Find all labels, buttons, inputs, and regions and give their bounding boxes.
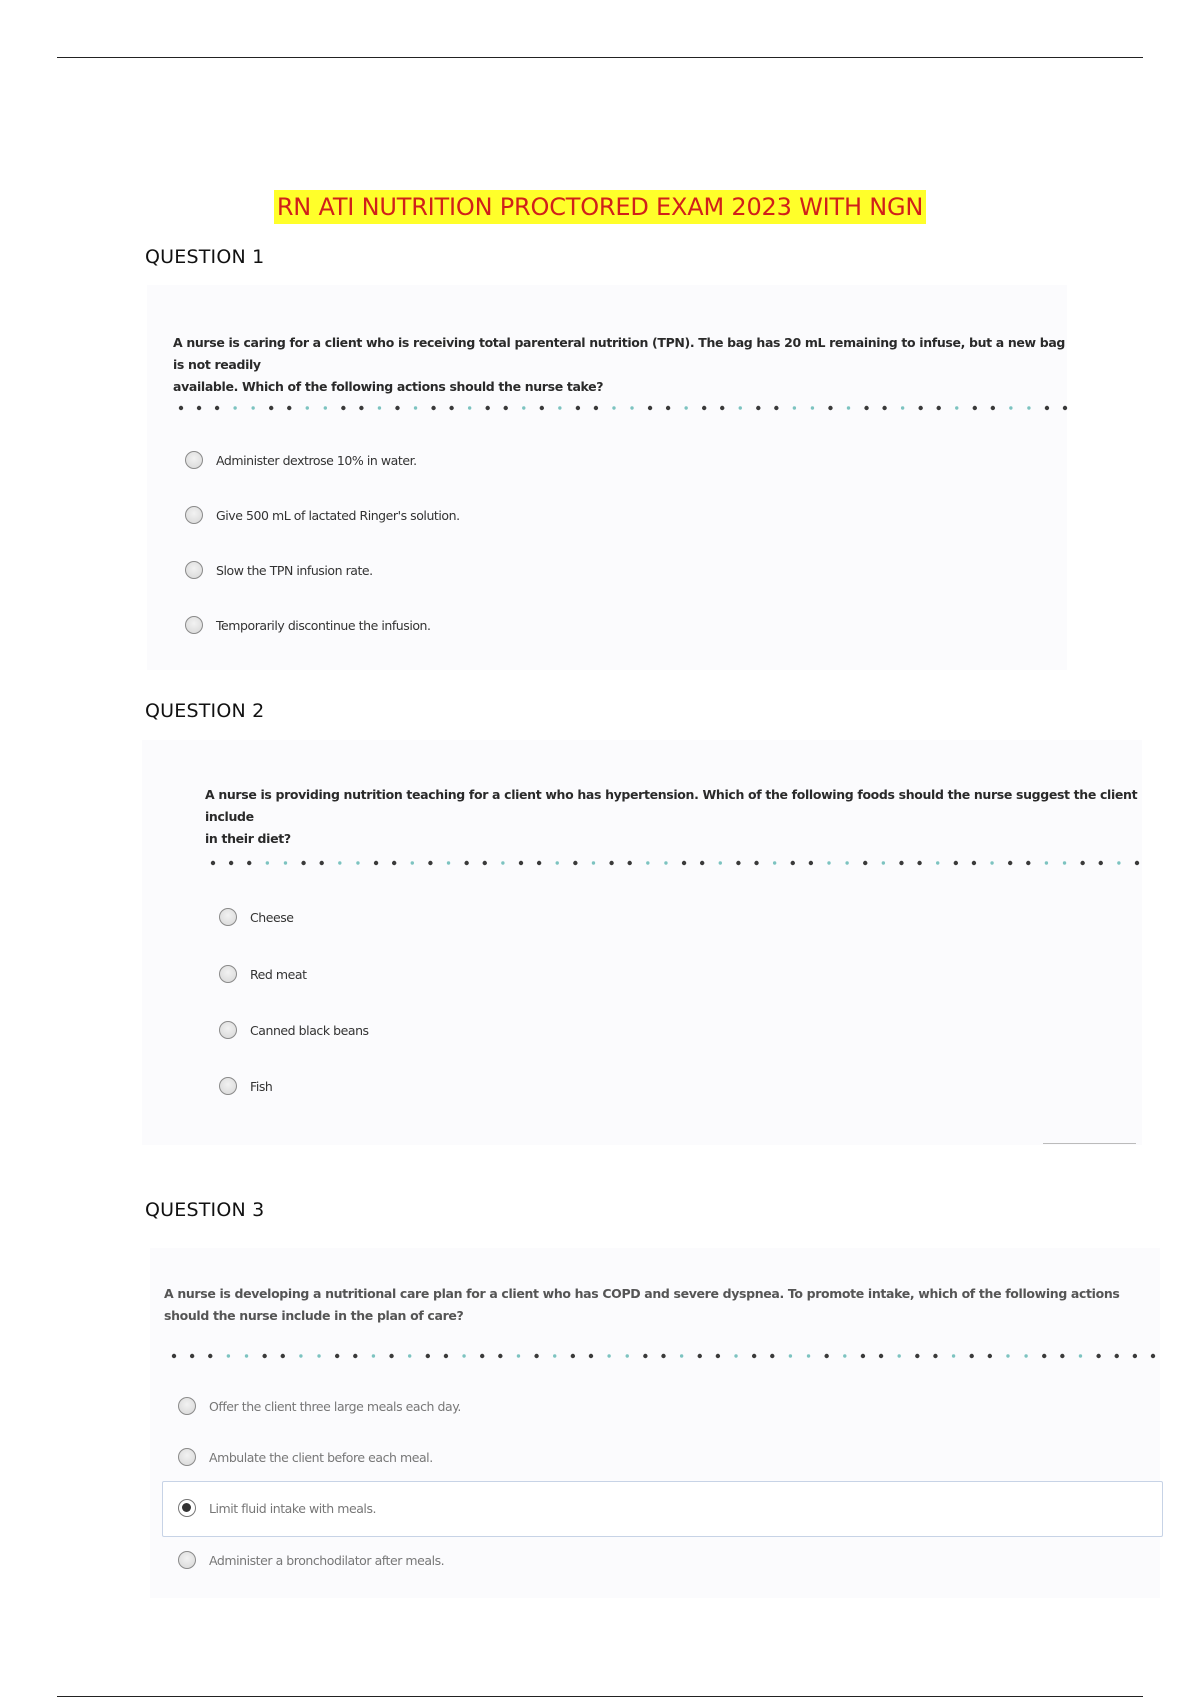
divider-dot [269, 406, 273, 410]
divider-dot [1026, 861, 1030, 865]
divider-dot [791, 861, 795, 865]
divider-dot [882, 406, 886, 410]
divider-dot [736, 861, 740, 865]
divider-dot [1063, 861, 1066, 864]
question-2-option-1[interactable] [219, 903, 294, 931]
radio-button[interactable] [185, 616, 203, 634]
page-title: RN ATI NUTRITION PROCTORED EXAM 2023 WITH NGN [274, 190, 926, 224]
divider-dot [1045, 406, 1049, 410]
divider-dot [752, 1354, 756, 1358]
divider-dot [301, 861, 305, 865]
divider-dot [229, 861, 233, 865]
option-label: Administer a bronchodilator after meals. [209, 1552, 445, 1568]
question-1-option-1[interactable] [185, 446, 417, 474]
question-2-heading: QUESTION 2 [145, 700, 265, 722]
divider-dot [245, 1354, 248, 1357]
divider-dot [991, 406, 995, 410]
question-2-option-2[interactable] [219, 960, 307, 988]
divider-dot [485, 406, 489, 410]
divider-dot [664, 861, 667, 864]
bottom-rule [57, 1696, 1143, 1697]
question-2-stem [205, 784, 1165, 850]
divider-dot [666, 406, 670, 410]
divider-dot [353, 1354, 357, 1358]
resize-handle [1043, 1143, 1136, 1144]
radio-button[interactable] [178, 1397, 196, 1415]
radio-button[interactable] [178, 1551, 196, 1569]
divider-dot [211, 861, 215, 865]
divider-dot [395, 406, 399, 410]
question-1-heading: QUESTION 1 [145, 246, 265, 268]
divider-dot [702, 406, 706, 410]
option-label: Ambulate the client before each meal. [209, 1449, 433, 1465]
divider-dot [281, 1354, 285, 1358]
divider-dot [573, 861, 577, 865]
divider-dot [716, 1354, 720, 1358]
divider-dot [444, 1354, 448, 1358]
divider-dot [1045, 861, 1048, 864]
divider-dot [408, 1354, 411, 1357]
divider-dot [1042, 1354, 1046, 1358]
divider-dot [556, 861, 559, 864]
question-1-option-2[interactable] [185, 501, 460, 529]
radio-button-selected[interactable] [178, 1499, 196, 1517]
divider-dot [682, 861, 686, 865]
divider-dot [734, 1354, 737, 1357]
divider-dot [811, 406, 814, 409]
divider-dot [215, 406, 219, 410]
divider-dot [972, 861, 976, 865]
divider-dot [754, 861, 758, 865]
divider-dot [179, 406, 183, 410]
divider-dot [628, 861, 632, 865]
option-label: Administer dextrose 10% in water. [216, 452, 417, 468]
divider-dot [517, 1354, 520, 1357]
divider-dot [522, 406, 525, 409]
question-1-option-4[interactable] [185, 611, 431, 639]
radio-button[interactable] [219, 1021, 237, 1039]
divider-dot [646, 861, 649, 864]
divider-dot [449, 406, 453, 410]
divider-dot [571, 1354, 575, 1358]
divider-dot [661, 1354, 665, 1358]
divider-dot [1099, 861, 1103, 865]
divider-dot [197, 406, 201, 410]
divider-dot [431, 406, 435, 410]
divider-dot [501, 861, 504, 864]
divider-dot [845, 861, 848, 864]
divider-dot [320, 861, 324, 865]
divider-dot [306, 406, 309, 409]
divider-dot [317, 1354, 320, 1357]
divider-dot [262, 1354, 266, 1358]
divider-dot [719, 861, 722, 864]
divider-dot [447, 861, 450, 864]
divider-dot [863, 861, 867, 865]
divider-dot [414, 406, 417, 409]
divider-dot [698, 1354, 702, 1358]
divider-dot [1027, 406, 1030, 409]
divider-dot [809, 861, 813, 865]
divider-dot [739, 406, 742, 409]
radio-button[interactable] [219, 908, 237, 926]
divider-dot [172, 1354, 176, 1358]
option-label: Canned black beans [250, 1022, 369, 1038]
divider-dot [936, 861, 939, 864]
divider-dot [828, 406, 832, 410]
divider-dot [789, 1354, 792, 1357]
question-3-option-2[interactable] [178, 1443, 433, 1471]
divider-dot [356, 861, 359, 864]
radio-button[interactable] [178, 1448, 196, 1466]
divider-dot [843, 1354, 846, 1357]
divider-dot [359, 406, 363, 410]
divider-dot [899, 861, 903, 865]
divider-dot [1024, 1354, 1027, 1357]
question-1-stem-line-2: available. Which of the following actions should the nurse take? [173, 379, 604, 394]
divider-dot [774, 406, 778, 410]
title-block [0, 190, 1200, 224]
option-label: Give 500 mL of lactated Ringer's solution. [216, 507, 460, 523]
divider-dot [374, 861, 378, 865]
divider-dot [954, 861, 958, 865]
option-label: Cheese [250, 909, 294, 925]
divider-dot [251, 406, 254, 409]
question-3-heading: QUESTION 3 [145, 1199, 265, 1221]
divider-dot [558, 406, 561, 409]
divider-dot [626, 1354, 629, 1357]
divider-dot [519, 861, 523, 865]
option-label: Offer the client three large meals each day. [209, 1398, 461, 1414]
divider-dot [684, 406, 687, 409]
question-2-stem-line-2: in their diet? [205, 831, 291, 846]
divider-dot [266, 861, 269, 864]
divider-dot [937, 406, 941, 410]
divider-dot [372, 1354, 375, 1357]
divider-dot [1096, 1354, 1100, 1358]
divider-dot [933, 1354, 937, 1358]
divider-dot [480, 1354, 484, 1358]
dotted-divider-graphic [210, 858, 1140, 868]
divider-dot [847, 406, 850, 409]
divider-dot [643, 1354, 647, 1358]
divider-dot [324, 406, 327, 409]
question-2-option-3[interactable] [219, 1016, 369, 1044]
divider-dot [426, 1354, 430, 1358]
divider-dot [233, 406, 236, 409]
divider-dot [504, 406, 508, 410]
divider-dot [498, 1354, 502, 1358]
divider-dot [700, 861, 704, 865]
divider-dot [918, 406, 922, 410]
divider-dot [338, 861, 341, 864]
divider-dot [589, 1354, 593, 1358]
divider-dot [208, 1354, 212, 1358]
question-1-divider [178, 403, 1068, 413]
divider-dot [1008, 861, 1012, 865]
top-rule [57, 57, 1143, 58]
divider-dot [773, 861, 776, 864]
divider-dot [594, 406, 598, 410]
divider-dot [428, 861, 432, 865]
divider-dot [770, 1354, 774, 1358]
radio-button[interactable] [185, 561, 203, 579]
divider-dot [576, 406, 580, 410]
divider-dot [970, 1354, 974, 1358]
option-label: Temporarily discontinue the infusion. [216, 617, 431, 633]
divider-dot [1080, 861, 1084, 865]
divider-dot [534, 1354, 538, 1358]
divider-dot [227, 1354, 230, 1357]
question-2-stem-line-1: A nurse is providing nutrition teaching for a client who has hypertension. Which of the following foods should the nurse suggest the client include [205, 787, 1138, 824]
divider-dot [607, 1354, 610, 1357]
dotted-divider-graphic [178, 403, 1068, 413]
divider-dot [917, 861, 921, 865]
divider-dot [540, 406, 544, 410]
question-3-option-1[interactable] [178, 1392, 461, 1420]
divider-dot [284, 861, 287, 864]
radio-button[interactable] [185, 451, 203, 469]
divider-dot [1151, 1354, 1155, 1358]
question-1-stem [173, 332, 1073, 398]
question-3-stem-line-2: should the nurse include in the plan of care? [164, 1308, 464, 1323]
divider-dot [464, 861, 468, 865]
divider-dot [190, 1354, 194, 1358]
divider-dot [335, 1354, 339, 1358]
divider-dot [287, 406, 291, 410]
divider-dot [864, 406, 868, 410]
divider-dot [247, 861, 251, 865]
divider-dot [630, 406, 633, 409]
divider-dot [1009, 406, 1012, 409]
divider-dot [988, 1354, 992, 1358]
divider-dot [807, 1354, 810, 1357]
divider-dot [1063, 406, 1067, 410]
divider-dot [990, 861, 993, 864]
divider-dot [468, 406, 471, 409]
divider-dot [537, 861, 541, 865]
divider-dot [1133, 1354, 1137, 1358]
divider-dot [827, 861, 830, 864]
divider-dot [1135, 861, 1139, 865]
option-label: Fish [250, 1078, 273, 1094]
radio-button[interactable] [185, 506, 203, 524]
divider-dot [720, 406, 724, 410]
divider-dot [1115, 1354, 1119, 1358]
divider-dot [609, 861, 613, 865]
divider-dot [973, 406, 977, 410]
divider-dot [389, 1354, 393, 1358]
question-3-option-4[interactable] [178, 1546, 444, 1574]
question-2-option-4[interactable] [219, 1072, 272, 1100]
divider-dot [299, 1354, 302, 1357]
divider-dot [483, 861, 487, 865]
divider-dot [882, 861, 885, 864]
divider-dot [411, 861, 414, 864]
divider-dot [915, 1354, 919, 1358]
divider-dot [756, 406, 760, 410]
divider-dot [592, 861, 595, 864]
divider-dot [861, 1354, 865, 1358]
divider-dot [901, 406, 904, 409]
divider-dot [612, 406, 615, 409]
divider-dot [824, 1354, 828, 1358]
question-3-divider [171, 1351, 1156, 1361]
divider-dot [1079, 1354, 1082, 1357]
option-label: Limit fluid intake with meals. [209, 1500, 377, 1516]
option-label: Red meat [250, 966, 307, 982]
question-3-stem-line-1: A nurse is developing a nutritional care plan for a client who has COPD and severe dyspnea. To promote intake, which of the following actions [164, 1286, 1120, 1301]
dotted-divider-graphic [171, 1351, 1156, 1361]
divider-dot [1006, 1354, 1009, 1357]
divider-dot [378, 406, 381, 409]
question-3-stem [164, 1283, 1164, 1327]
radio-button[interactable] [219, 965, 237, 983]
question-2-divider [210, 858, 1140, 868]
radio-button[interactable] [219, 1077, 237, 1095]
divider-dot [952, 1354, 955, 1357]
divider-dot [879, 1354, 883, 1358]
divider-dot [392, 861, 396, 865]
divider-dot [897, 1354, 900, 1357]
divider-dot [1117, 861, 1120, 864]
divider-dot [462, 1354, 465, 1357]
divider-dot [955, 406, 958, 409]
divider-dot [793, 406, 796, 409]
divider-dot [680, 1354, 683, 1357]
question-3-option-3[interactable] [178, 1494, 376, 1522]
question-1-stem-line-1: A nurse is caring for a client who is receiving total parenteral nutrition (TPN). The bag has 20 mL remaining to infuse, but a new bag is not readily [173, 335, 1066, 372]
divider-dot [553, 1354, 556, 1357]
divider-dot [1060, 1354, 1064, 1358]
question-1-option-3[interactable] [185, 556, 373, 584]
divider-dot [341, 406, 345, 410]
option-label: Slow the TPN infusion rate. [216, 562, 373, 578]
divider-dot [648, 406, 652, 410]
